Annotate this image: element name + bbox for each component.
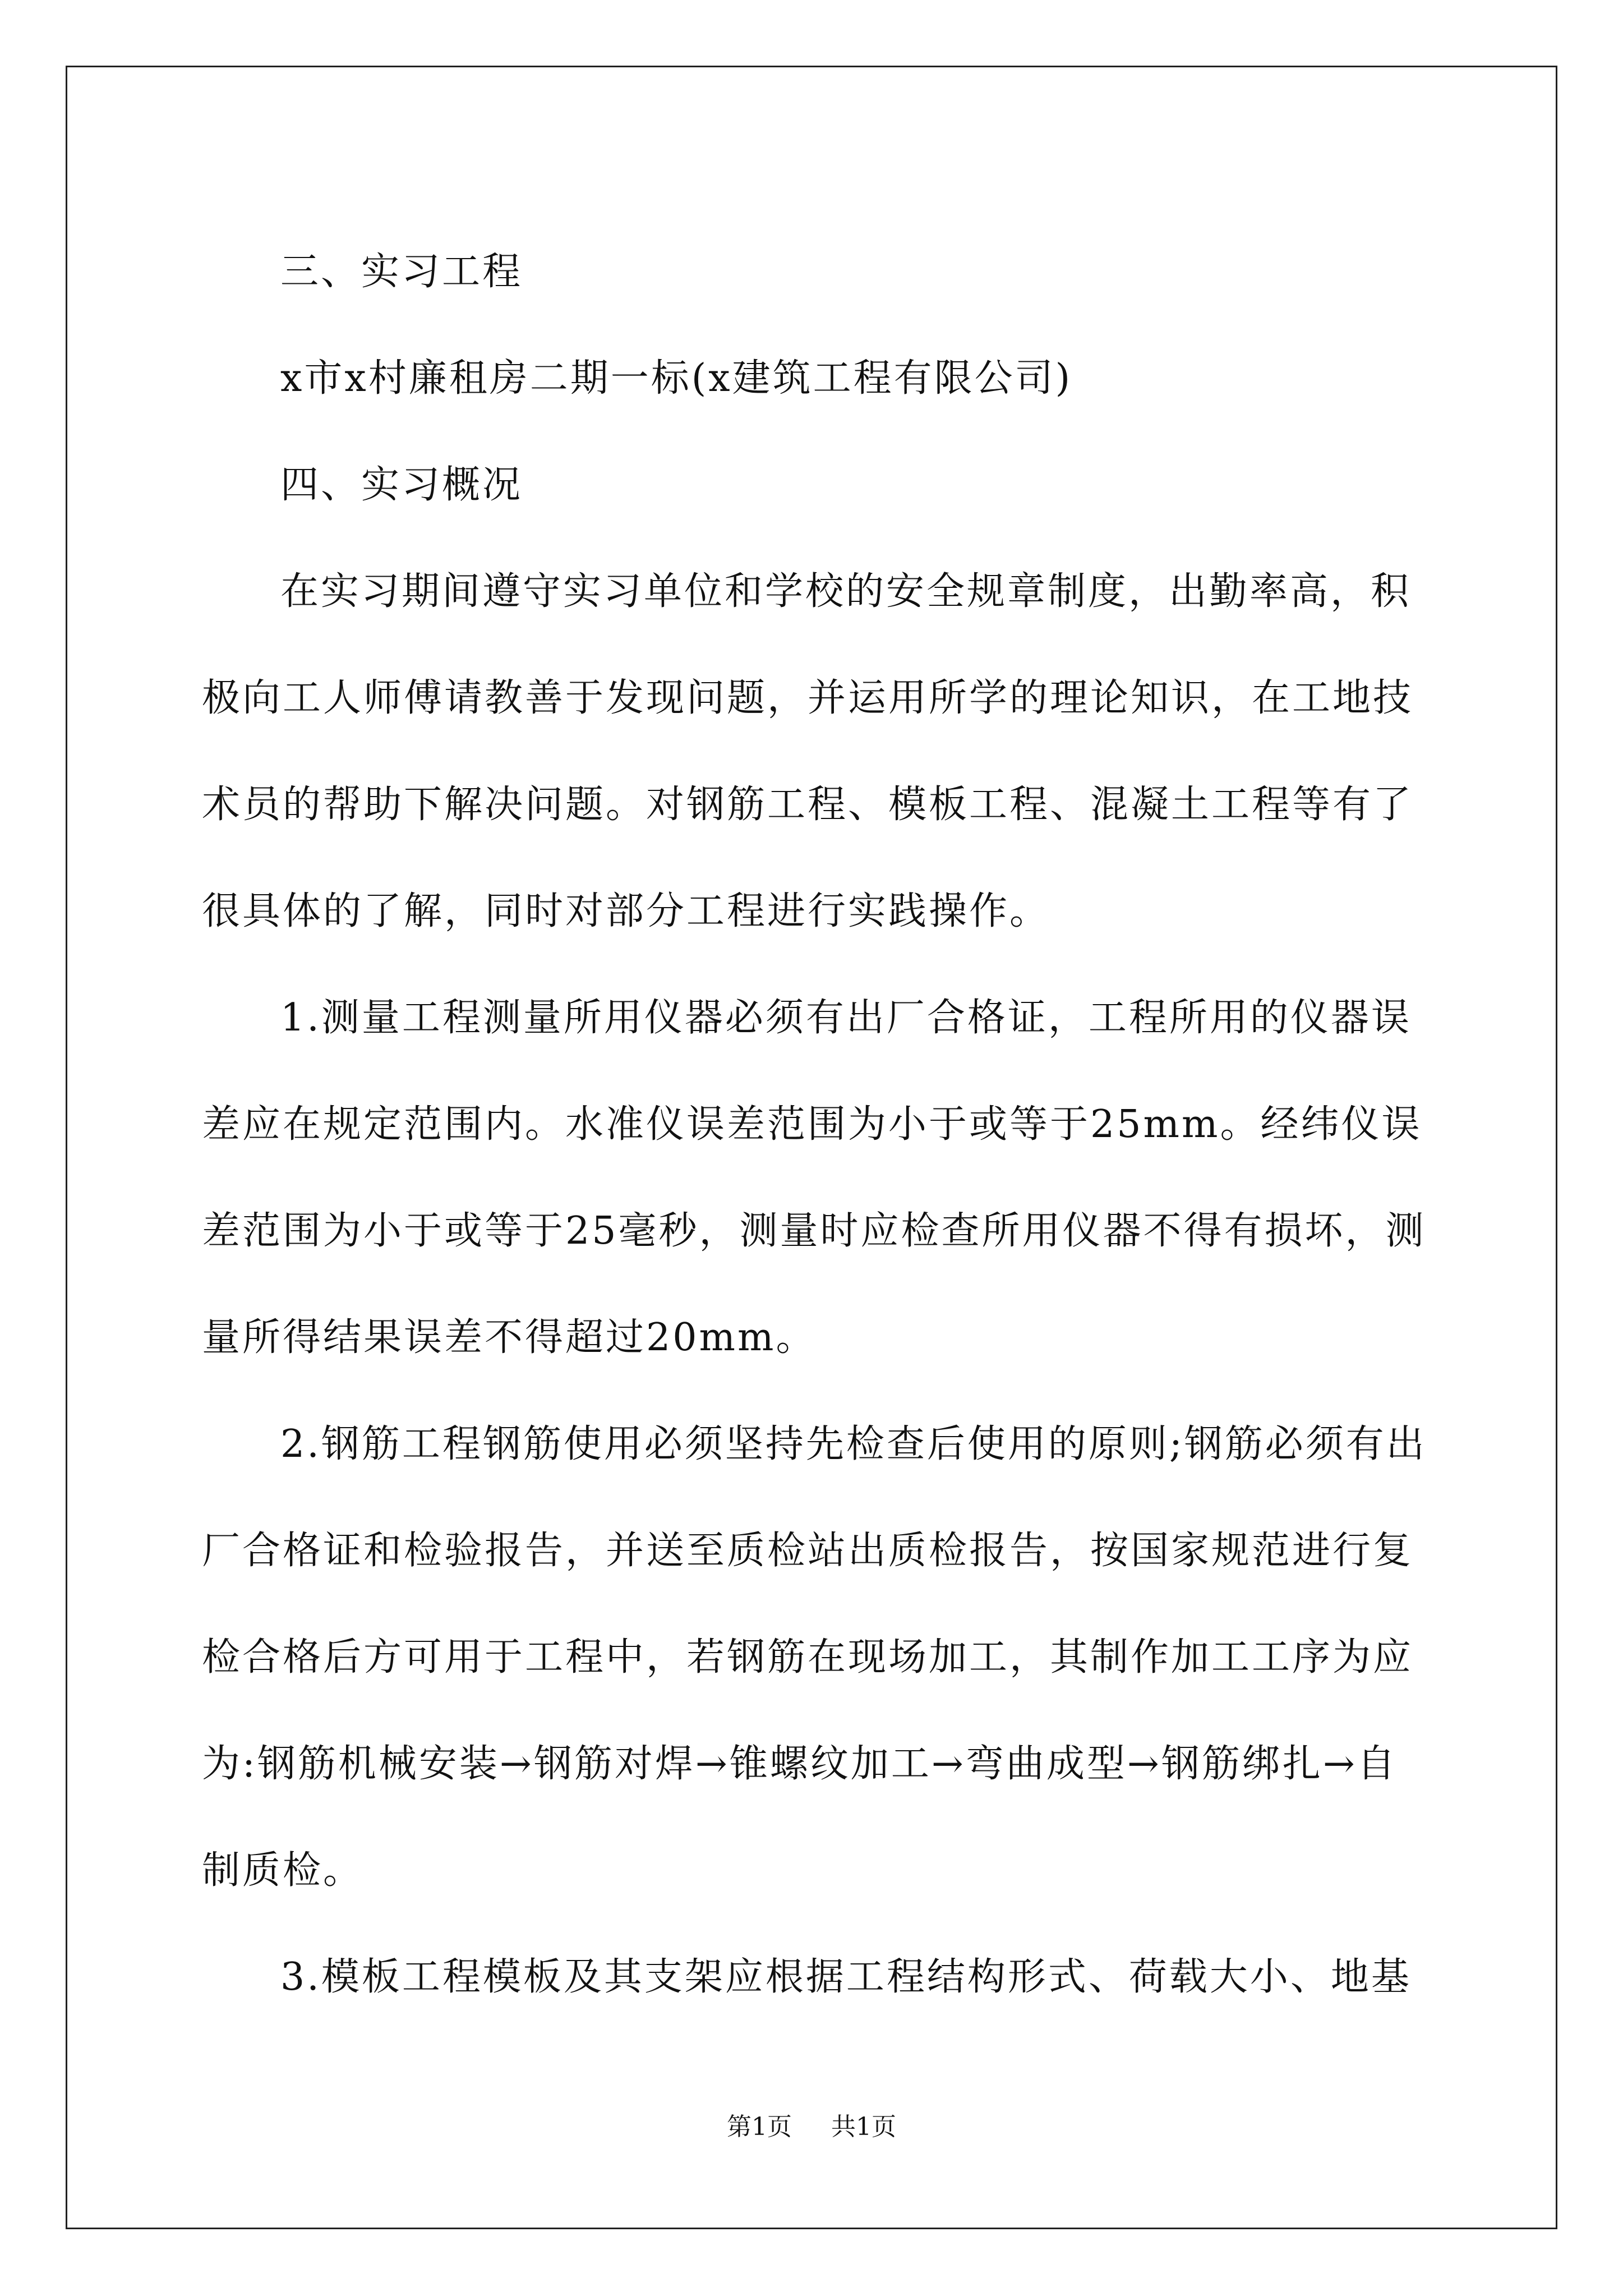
survey-paragraph: 1.测量工程测量所用仪器必须有出厂合格证，工程所用的仪器误差应在规定范围内。水准仪误差范围为小于或等于25mm。经纬仪误差范围为小于或等于25毫秒，测量时应检查所用仪器不得有损坏，测量所得结果误差不得超过20mm。 [202,996,1426,1360]
formwork-paragraph: 3.模板工程模板及其支架应根据工程结构形式、荷载大小、地基 [280,1955,1412,1999]
document-body [202,219,1430,2031]
page-total: 共1页 [831,2113,896,2141]
section-heading-3: 三、实习工程 [280,250,523,294]
project-name: x市x村廉租房二期一标(x建筑工程有限公司) [280,356,1073,401]
overview-paragraph: 在实习期间遵守实习单位和学校的安全规章制度，出勤率高，积极向工人师傅请教善于发现问题，并运用所学的理论知识，在工地技术员的帮助下解决问题。对钢筋工程、模板工程、混凝土工程等有了很具体的了解，同时对部分工程进行实践操作。 [202,569,1414,933]
page-footer [0,2110,1623,2144]
rebar-paragraph: 2.钢筋工程钢筋使用必须坚持先检查后使用的原则;钢筋必须有出厂合格证和检验报告，并送至质检站出质检报告，按国家规范进行复检合格后方可用于工程中，若钢筋在现场加工，其制作加工工序为应为:钢筋机械安装→钢筋对焊→锥螺纹加工→弯曲成型→钢筋绑扎→自制质检。 [202,1422,1427,1893]
page-number: 第1页 [727,2113,792,2141]
section-heading-4: 四、实习概况 [280,463,523,507]
